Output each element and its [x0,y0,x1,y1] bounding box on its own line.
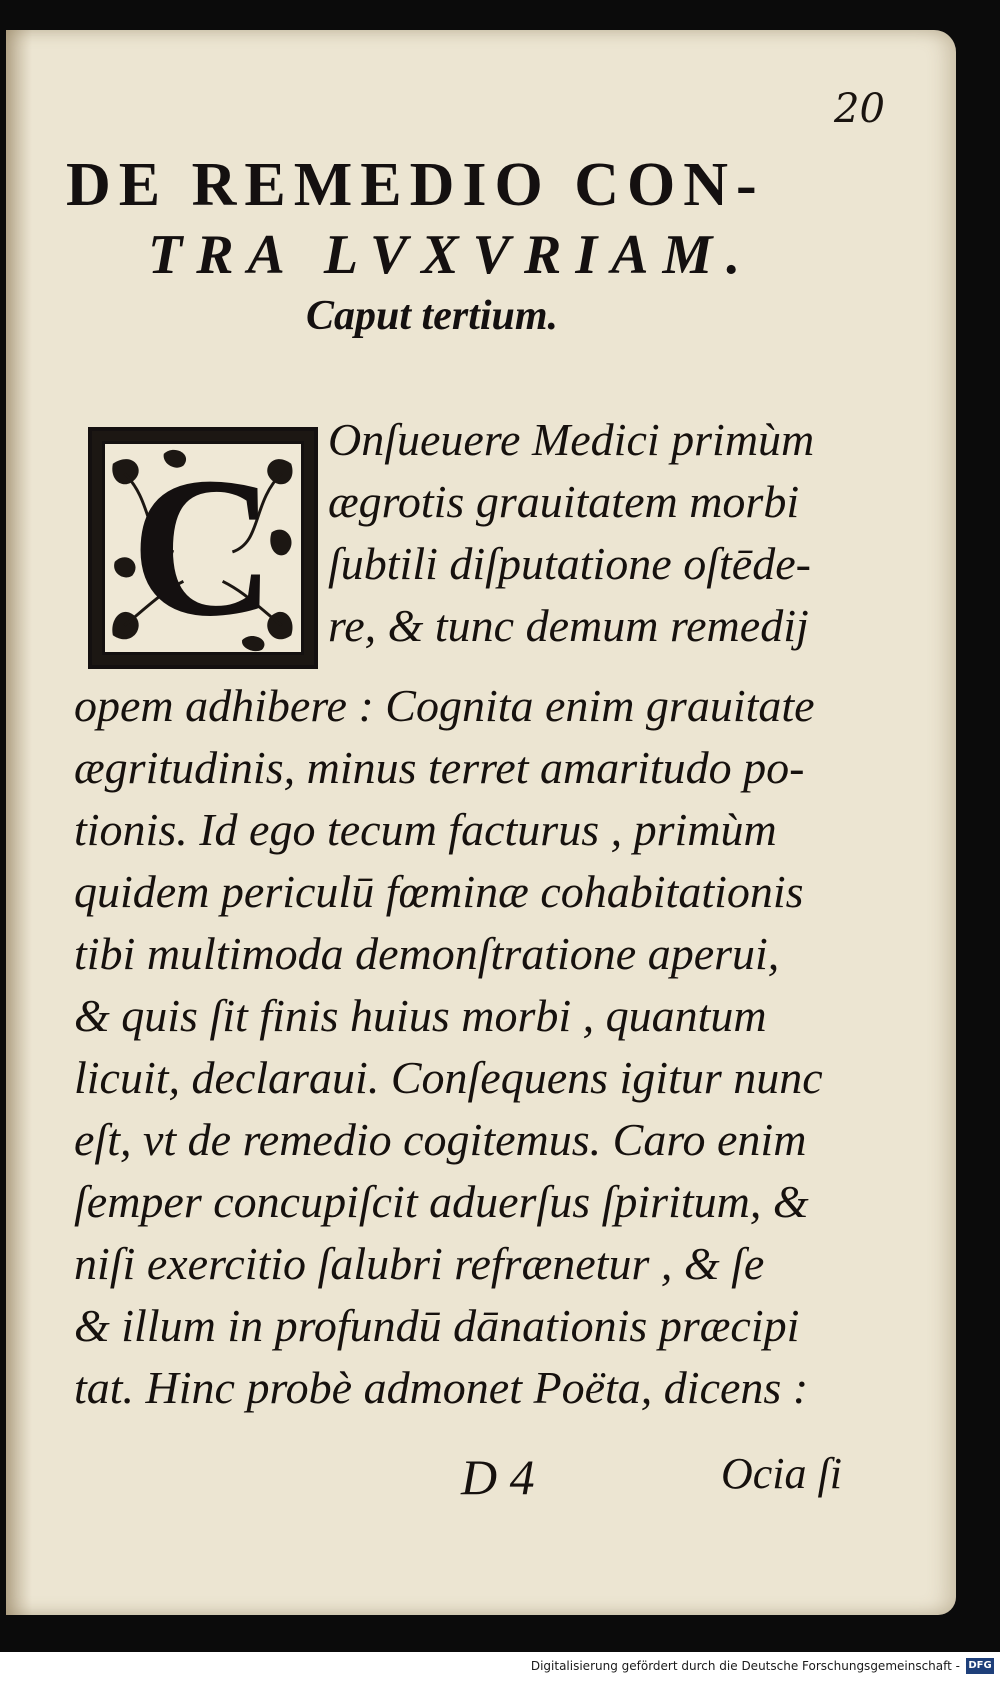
footer-credit: Digitalisierung gefördert durch die Deutsche Forschungsgemeinschaft - [530,1659,960,1673]
text-line: tat. Hinc probè admonet Poëta, dicens : [74,1362,809,1413]
text-line: niſi exercitio ſalubri refrænetur , & ſe [74,1238,765,1289]
text-line: Onſueuere Medici primùm [328,414,815,465]
text-line: re, & tunc demum remedij [328,600,809,651]
chapter-subheading: Caput tertium. [306,293,559,339]
folio-number: 20 [834,86,885,132]
book-page [6,30,956,1615]
initial-letter: C [130,437,276,658]
text-line: ſemper concupiſcit aduerſus ſpiritum, & [74,1176,809,1227]
dfg-logo-icon: DFG [966,1658,994,1674]
text-line: quidem periculū fœminæ cohabitationis [74,866,804,917]
digitization-footer [0,1652,1000,1681]
text-line: tionis. Id ego tecum facturus , primùm [74,804,777,855]
text-line: eſt, vt de remedio cogitemus. Caro enim [74,1114,807,1165]
chapter-heading-line-2: TRA LVXVRIAM. [148,224,755,286]
text-line: ægritudinis, minus terret amaritudo po- [74,742,805,793]
catchword: Ocia ſi [721,1449,842,1498]
chapter-heading-line-1: DE REMEDIO CON- [66,151,765,219]
text-line: ægrotis grauitatem morbi [328,476,800,527]
decorated-initial [88,427,318,669]
initial-frame [102,437,304,658]
signature-mark: D 4 [461,1449,535,1505]
text-line: & illum in profundū dānationis præcipi [74,1300,800,1351]
text-line: ſubtili diſputatione oſtēde- [328,538,811,589]
text-line: & quis ſit finis huius morbi , quantum [74,990,767,1041]
text-line: tibi multimoda demonſtratione aperui, [74,928,780,979]
text-line: opem adhibere : Cognita enim grauitate [74,680,815,731]
text-line: licuit, declaraui. Conſequens igitur nunc [74,1052,823,1103]
